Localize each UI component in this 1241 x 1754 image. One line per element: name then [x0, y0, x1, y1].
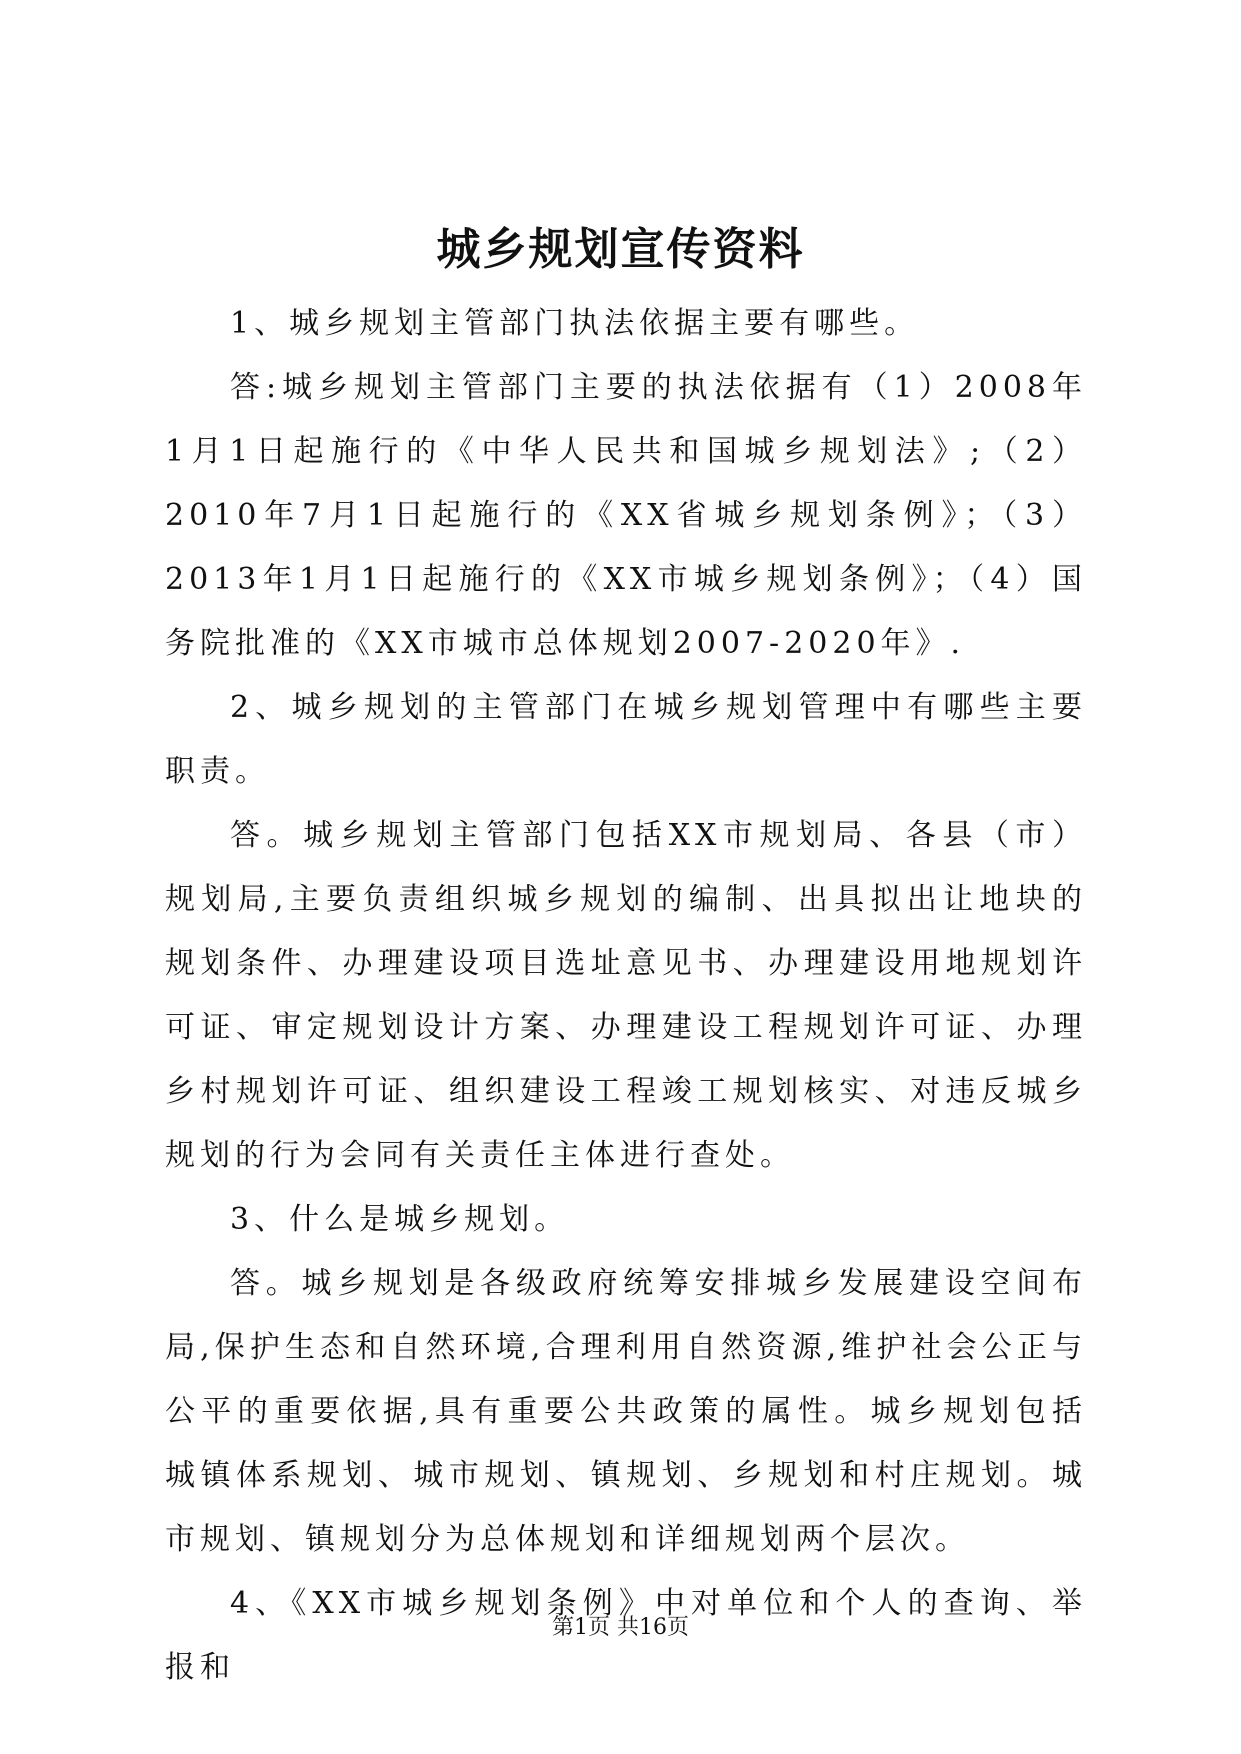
question-3: 3、什么是城乡规划。: [230, 1202, 570, 1237]
document-body: [165, 292, 1087, 1700]
answer-3: 答。城乡规划是各级政府统筹安排城乡发展建设空间布局,保护生态和自然环境,合理利用自然资源,维护社会公正与公平的重要依据,具有重要公共政策的属性。城乡规划包括城镇体系规划、城市规划、镇规划、乡规划和村庄规划。城市规划、镇规划分为总体规划和详细规划两个层次。: [165, 1266, 1087, 1557]
question-1: 1、城乡规划主管部门执法依据主要有哪些。: [230, 306, 920, 341]
answer-2: 答。城乡规划主管部门包括XX市规划局、各县（市）规划局,主要负责组织城乡规划的编制、出具拟出让地块的规划条件、办理建设项目选址意见书、办理建设用地规划许可证、审定规划设计方案、办理建设工程规划许可证、办理乡村规划许可证、组织建设工程竣工规划核实、对违反城乡规划的行为会同有关责任主体进行查处。: [165, 818, 1087, 1173]
question-4: 4、《XX市城乡规划条例》中对单位和个人的查询、举报和: [165, 1586, 1087, 1685]
page-footer: 第1页 共16页: [552, 1615, 689, 1640]
document-title: 城乡规划宣传资料: [436, 224, 805, 275]
answer-1: 答:城乡规划主管部门主要的执法依据有（1）2008年1月1日起施行的《中华人民共和国城乡规划法》;（2）2010年7月1日起施行的《XX省城乡规划条例》；（3）2013年1月1日起施行的《XX市城乡规划条例》；（4）国务院批准的《XX市城市总体规划2007-2020年》.: [165, 370, 1087, 661]
question-2: 2、城乡规划的主管部门在城乡规划管理中有哪些主要职责。: [165, 690, 1087, 789]
